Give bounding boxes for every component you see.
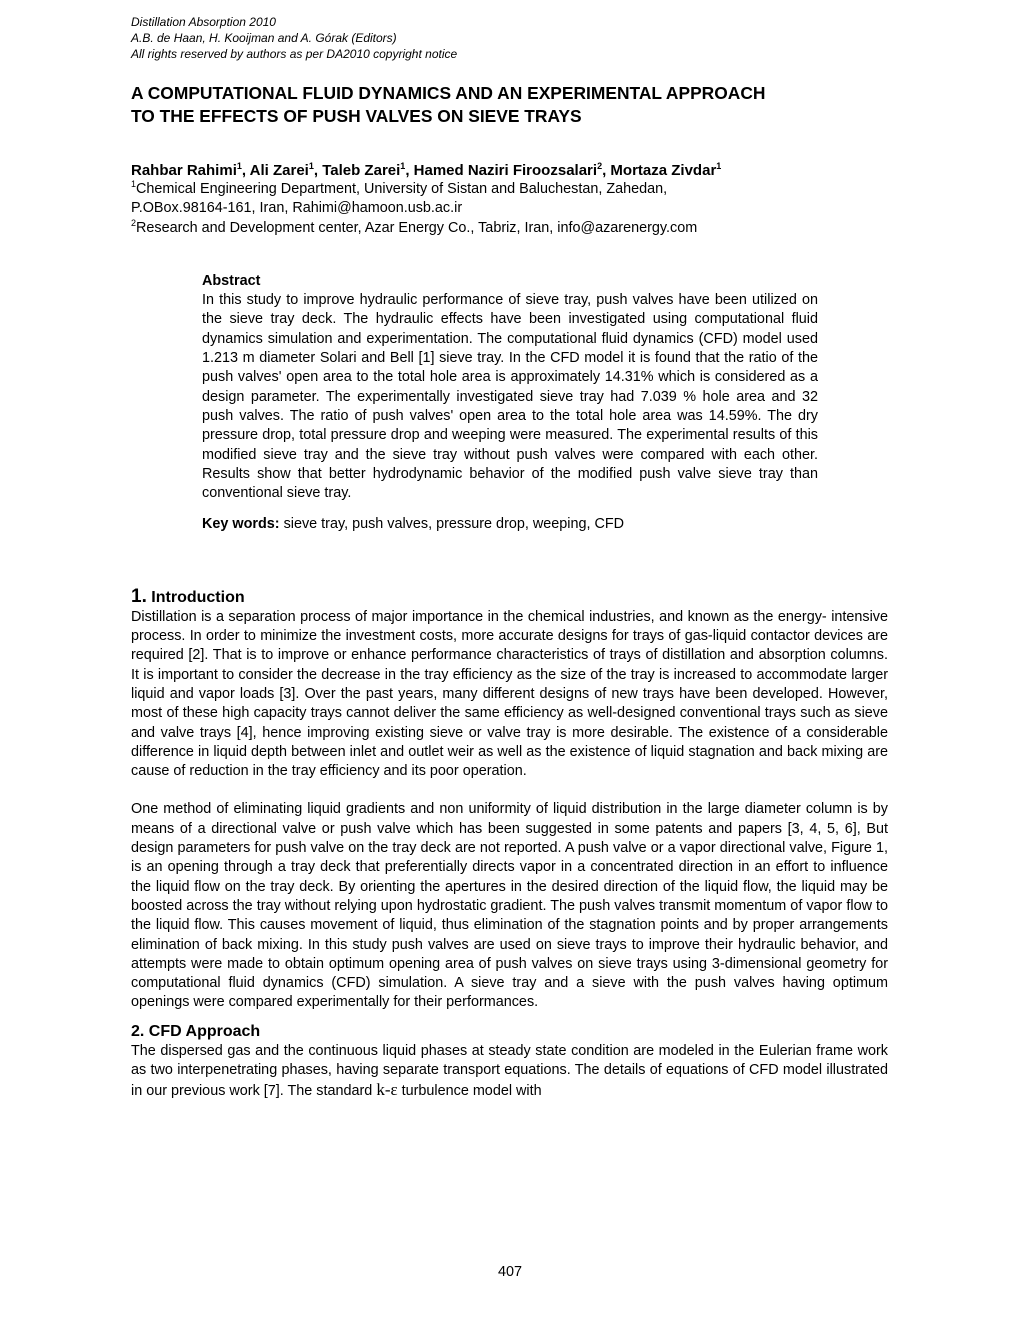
affiliation-mark: 1	[131, 179, 137, 190]
title-line-2: TO THE EFFECTS OF PUSH VALVES ON SIEVE TRAYS	[131, 106, 582, 126]
author-name: Rahbar Rahimi	[131, 162, 237, 179]
affiliations	[131, 180, 888, 238]
abstract-text: In this study to improve hydraulic performance of sieve tray, push valves have been utilized on the sieve tray deck. The hydraulic effects have been investigated using computational fluid dynamics simulation and experimentation. The computational fluid dynamics (CFD) model used 1.213 m diameter Solari and Bell [1] sieve tray. In the CFD model it is found that the ratio of the push valves' open area to the total hole area is approximately 14.31% which is considered as a design parameter. The experimentally investigated sieve tray had 7.039 % hole area and 32 push valves. The ratio of push valves' open area to the total hole area was 14.59%. The dry pressure drop, total pressure drop and weeping were measured. The experimental results of this modified sieve tray and the sieve tray without push valves were compared with each other. Results show that better hydrodynamic behavior of the modified push valve sieve tray than conventional sieve tray.	[202, 292, 818, 502]
section-1-paragraph-1: Distillation is a separation process of major importance in the chemical industries, and known as the energy- intensive process. In order to minimize the investment costs, more accurate designs for trays of gas-liquid contactor devices are required [2]. That is to improve or enhance performance characteristics of trays of distillation and absorption columns. It is important to consider the decrease in the tray efficiency as the size of the tray is increased to accommodate larger liquid and vapor loads [3]. Over the past years, many different designs of new trays have been developed. However, most of these high capacity trays cannot deliver the same efficiency as well-designed conventional trays such as sieve and valve trays [4], hence improving existing sieve or valve tray is more desirable. The existence of a considerable difference in liquid depth between inlet and outlet weir as well as the existence of liquid stagnation and back mixing are cause of reduction in the tray efficiency and its poor operation.	[131, 608, 888, 780]
author-list: Rahbar Rahimi$^1$, Ali Zarei$^1$, Taleb Zarei$^1$, Hamed Naziri Firoozsalari$^2$, Mortaza Zivdar$^1$	[131, 161, 722, 179]
keywords-text: sieve tray, push valves, pressure drop, weeping, CFD	[279, 516, 625, 533]
affiliation-2	[131, 219, 888, 238]
author-name: Taleb Zarei	[322, 162, 401, 179]
author-name: Ali Zarei	[249, 162, 309, 179]
abstract-block	[202, 272, 818, 535]
header-line-3: All rights reserved by authors as per DA2010 copyright notice	[131, 47, 458, 61]
section-2-text-b: turbulence model with	[397, 1083, 542, 1100]
section-2-heading: 2. CFD Approach	[131, 1022, 261, 1040]
author-affiliation-mark: 1	[236, 161, 242, 171]
abstract-heading: Abstract	[202, 272, 261, 289]
keywords-label: Key words:	[202, 516, 280, 533]
author-name: Hamed Naziri Firoozsalari	[413, 162, 598, 179]
author-affiliation-mark: 1	[716, 161, 722, 171]
section-1-paragraph-2: One method of eliminating liquid gradients and non uniformity of liquid distribution in the large diameter column is by means of a directional valve or push valve which has been suggested in some patents and papers [3, 4, 5, 6], But design parameters for push valve on the tray deck are not reported. A push valve or a vapor directional valve, Figure 1, is an opening through a tray deck that preferentially directs vapor in a concentrated direction in an effort to influence the liquid flow on the tray deck. By orienting the apertures in the desired direction of the liquid flow, the liquid may be boosted across the tray without relying upon hydrostatic gradient. The push valves transmit momentum of vapor flow to the liquid flow. This causes movement of liquid, thus elimination of the stagnation points and by proper arrangements elimination of back mixing. In this study push valves are used on sieve trays to improve their hydraulic behavior, and attempts were made to obtain optimum opening area of push valves on sieve trays using 3-dimensional geometry for computational fluid dynamics (CFD) simulation. A sieve tray and a sieve with the push valves having optimum openings were compared experimentally for their performances.	[131, 801, 888, 1011]
affiliation-1	[131, 180, 888, 199]
author-affiliation-mark: 1	[308, 161, 314, 171]
paper-title	[131, 82, 888, 128]
author-affiliation-mark: 2	[597, 161, 603, 171]
conference-header	[131, 14, 888, 62]
affiliation-mark: 2	[131, 217, 137, 228]
section-1-number: 1.	[131, 585, 147, 607]
section-1-heading	[131, 587, 888, 608]
affiliation-2-text: Research and Development center, Azar Energy Co., Tabriz, Iran, info@azarenergy.com	[136, 219, 698, 236]
header-line-2: A.B. de Haan, H. Kooijman and A. Górak (Editors)	[131, 31, 397, 45]
section-2-paragraph-1	[131, 1042, 888, 1102]
section-1-title: Introduction	[146, 588, 245, 606]
section-2-text-a: The dispersed gas and the continuous liquid phases at steady state condition are modeled in the Eulerian frame work as two interpenetrating phases, having separate transport equations. The details of equations of CFD model illustrated in our previous work [7]. The standard	[131, 1042, 888, 1100]
affiliation-1-line-2: P.OBox.98164-161, Iran, Rahimi@hamoon.usb.ac.ir	[131, 200, 463, 217]
affiliation-1-text: Chemical Engineering Department, University of Sistan and Baluchestan, Zahedan,	[136, 181, 668, 197]
page-number: 407	[497, 1264, 522, 1280]
k-epsilon-symbol: k-ε	[376, 1080, 398, 1100]
header-line-1: Distillation Absorption 2010	[131, 15, 276, 29]
keywords	[202, 515, 818, 534]
title-line-1: A COMPUTATIONAL FLUID DYNAMICS AND AN EXPERIMENTAL APPROACH	[131, 83, 766, 103]
paper-page	[131, 14, 888, 1102]
paragraph-spacer	[131, 781, 888, 800]
author-name: Mortaza Zivdar	[610, 162, 717, 179]
author-affiliation-mark: 1	[400, 161, 406, 171]
